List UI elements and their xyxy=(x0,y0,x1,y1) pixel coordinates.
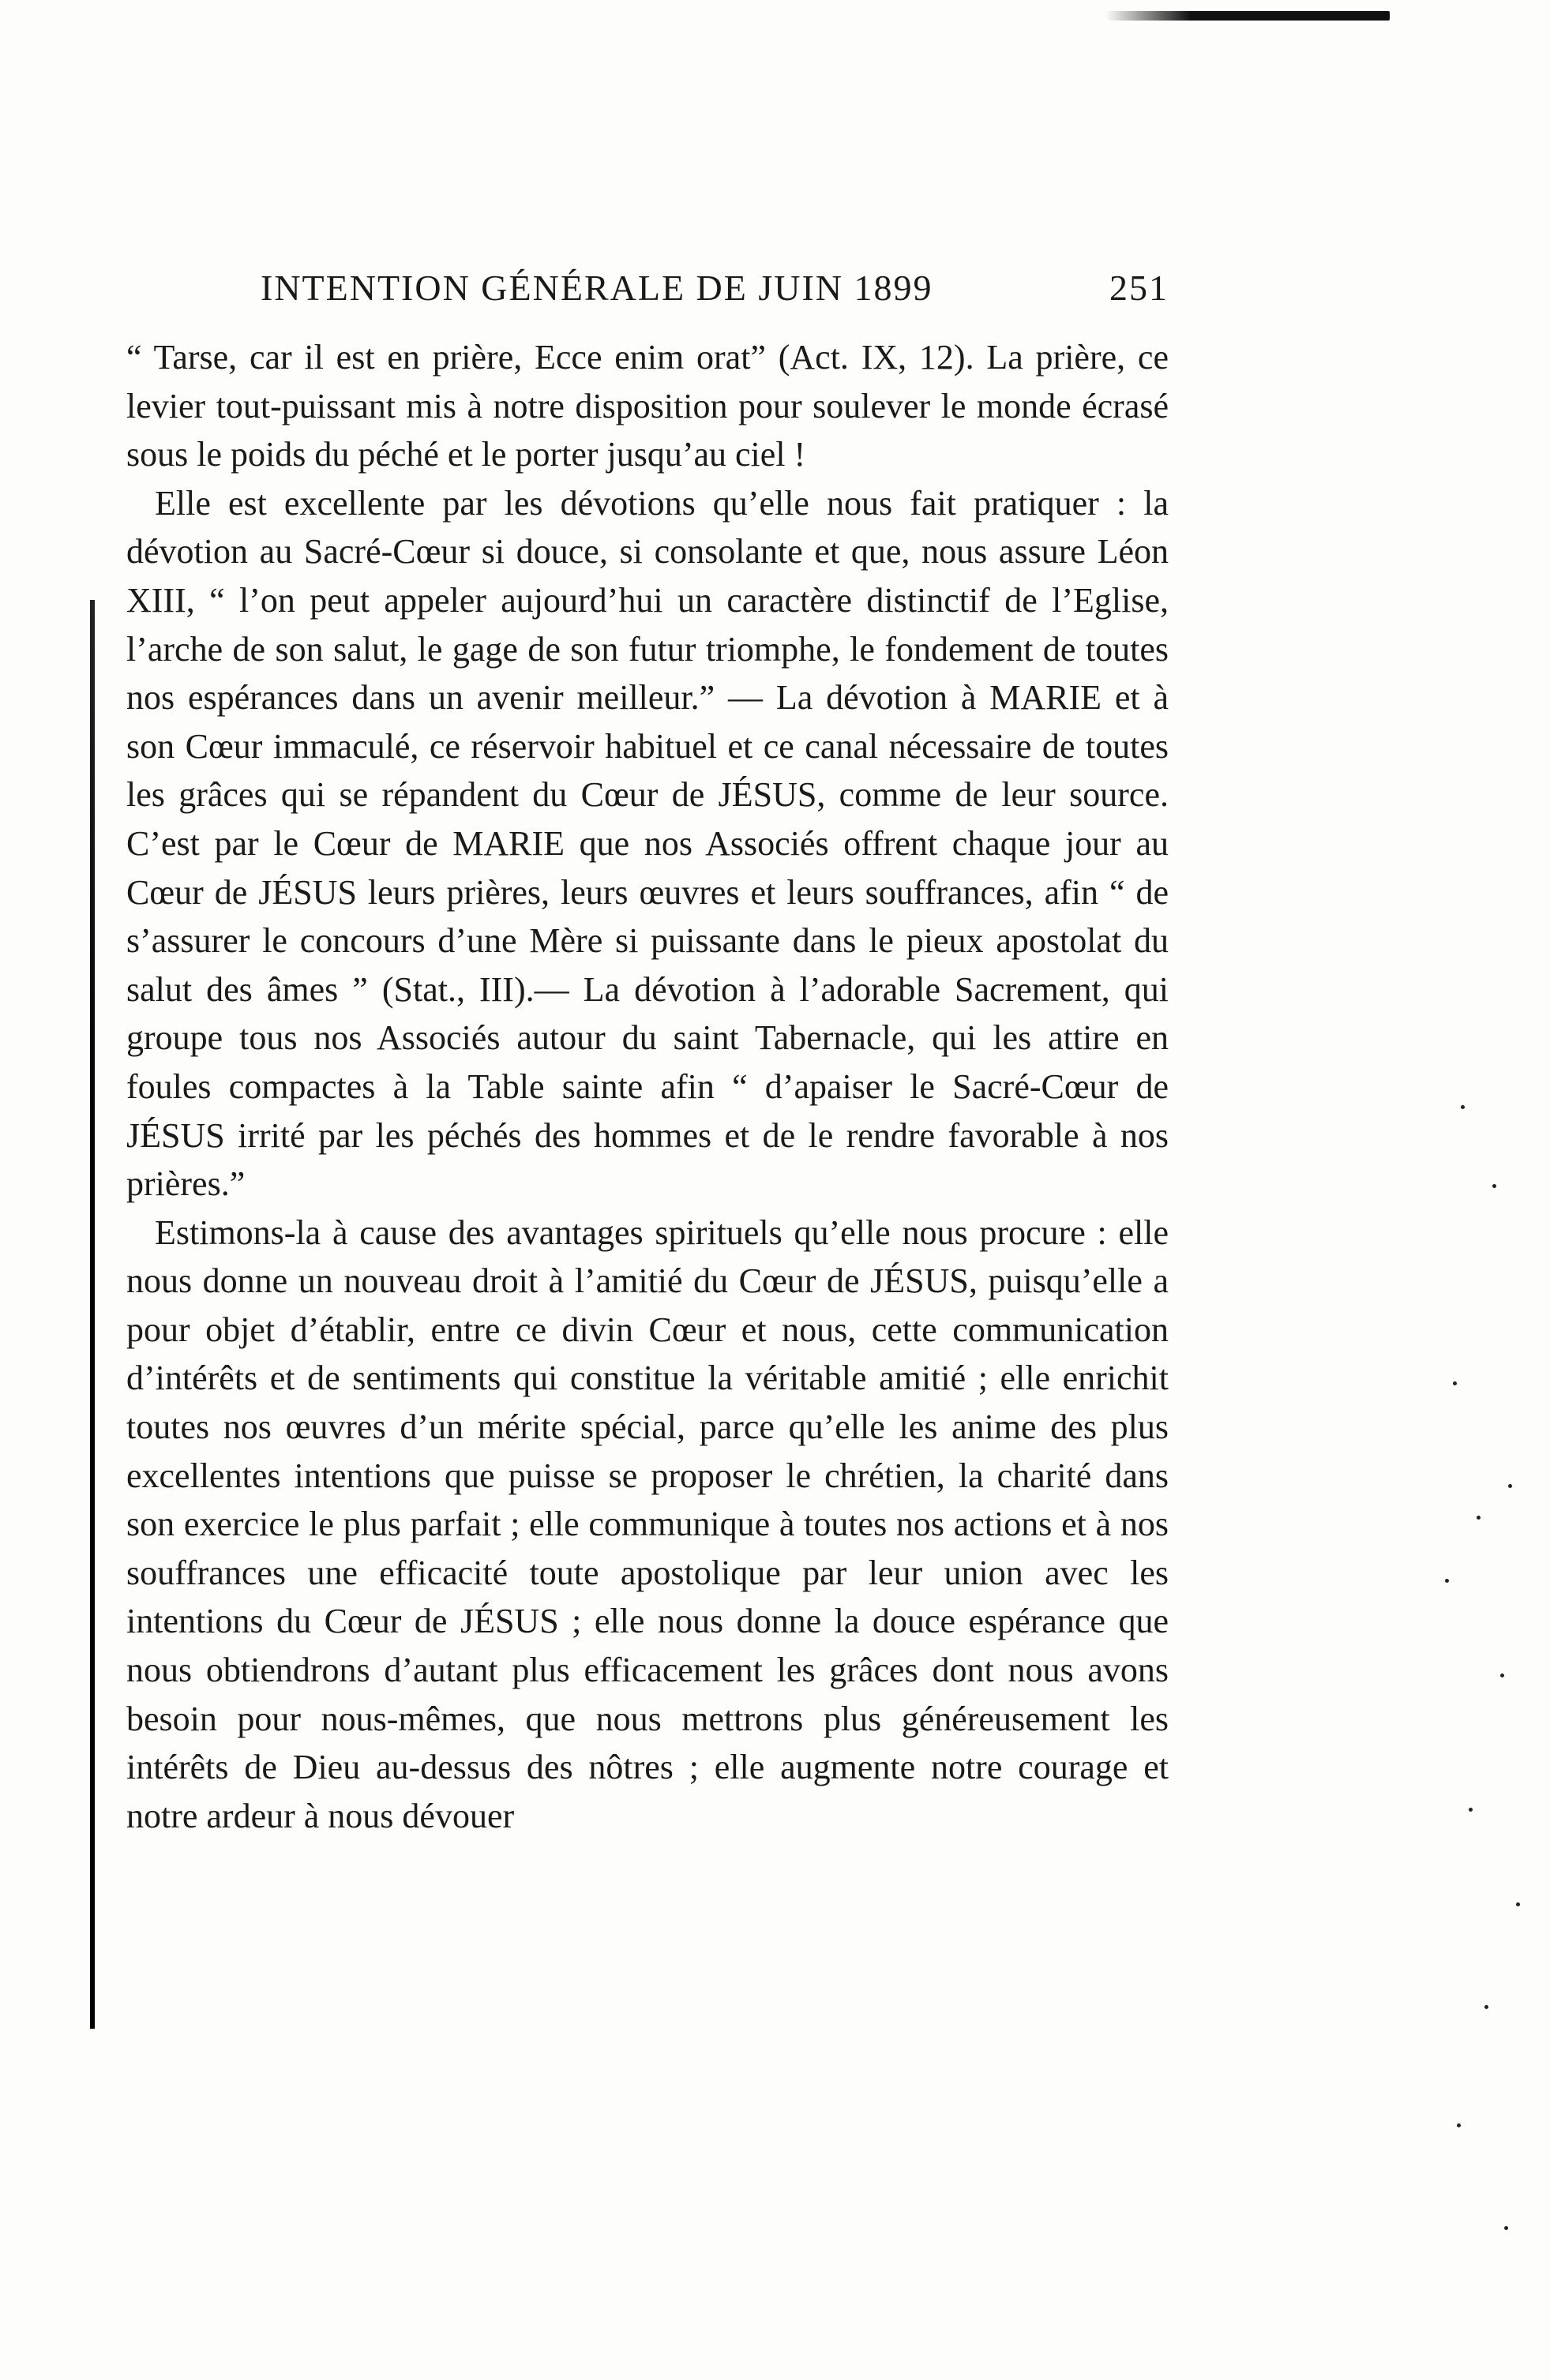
speck xyxy=(1484,2005,1488,2009)
speck xyxy=(1453,1381,1457,1385)
speck xyxy=(1445,1579,1449,1583)
speck xyxy=(1504,2226,1508,2230)
paragraph: “ Tarse, car il est en prière, Ecce enim orat” (Act. IX, 12). La prière, ce levier tout-puissant mis à notre disposition pour soulever le monde écrasé sous le poids du péché et le porter jusqu’au ciel ! xyxy=(126,338,1169,474)
running-title: INTENTION GÉNÉRALE DE JUIN 1899 xyxy=(261,268,933,308)
body-text xyxy=(126,333,1169,1840)
speck xyxy=(1500,1673,1504,1677)
running-header xyxy=(261,267,1169,322)
speck xyxy=(1477,1516,1481,1520)
speck xyxy=(1508,1484,1512,1488)
paragraph: Estimons-la à cause des avantages spirituels qu’elle nous procure : elle nous donne un nouveau droit à l’amitié du Cœur de JÉSUS, puisqu’elle a pour objet d’établir, entre ce divin Cœur et nous, cette communication d’intérêts et de sentiments qui constitue la véritable amitié ; elle enrichit toutes nos œuvres d’un mérite spécial, parce qu’elle les anime des plus excellentes intentions que puisse se proposer le chrétien, la charité dans son exercice le plus parfait ; elle communique à toutes nos actions et à nos souffrances une efficacité toute apostolique par leur union avec les intentions du Cœur de JÉSUS ; elle nous donne la douce espérance que nous obtiendrons d’autant plus efficacement les grâces dont nous avons besoin pour nous-mêmes, que nous mettrons plus généreusement les intérêts de Dieu au-dessus des nôtres ; elle augmente notre courage et notre ardeur à nous dévouer xyxy=(126,1212,1169,1835)
speck xyxy=(1516,1902,1520,1906)
scan-noise xyxy=(1437,1105,1532,2289)
speck xyxy=(1457,2123,1461,2127)
top-edge-mark xyxy=(1105,11,1390,21)
speck xyxy=(1461,1105,1465,1109)
paragraph: Elle est excellente par les dévotions qu’elle nous fait pratiquer : la dévotion au Sacré-Cœur si douce, si consolante et que, nous assure Léon XIII, “ l’on peut appeler aujourd’hui un caractère distinctif de l’Eglise, l’arche de son salut, le gage de son futur triomphe, le fondement de toutes nos espérances dans un avenir meilleur.” — La dévotion à MARIE et à son Cœur immaculé, ce réservoir habituel et ce canal nécessaire de toutes les grâces qui se répandent du Cœur de JÉSUS, comme de leur source. C’est par le Cœur de MARIE que nos Associés offrent chaque jour au Cœur de JÉSUS leurs prières, leurs œuvres et leurs souffrances, afin “ de s’assurer le concours d’une Mère si puissante dans le pieux apostolat du salut des âmes ” (Stat., III).— La dévotion à l’adorable Sacrement, qui groupe tous nos Associés autour du saint Tabernacle, qui les attire en foules compactes à la Table sainte afin “ d’apaiser le Sacré-Cœur de JÉSUS irrité par les péchés des hommes et de le rendre favorable à nos prières.” xyxy=(126,483,1169,1204)
speck xyxy=(1492,1184,1496,1188)
binding-edge-shadow xyxy=(90,600,95,2029)
speck xyxy=(1469,1808,1473,1812)
page-number: 251 xyxy=(1109,268,1169,308)
